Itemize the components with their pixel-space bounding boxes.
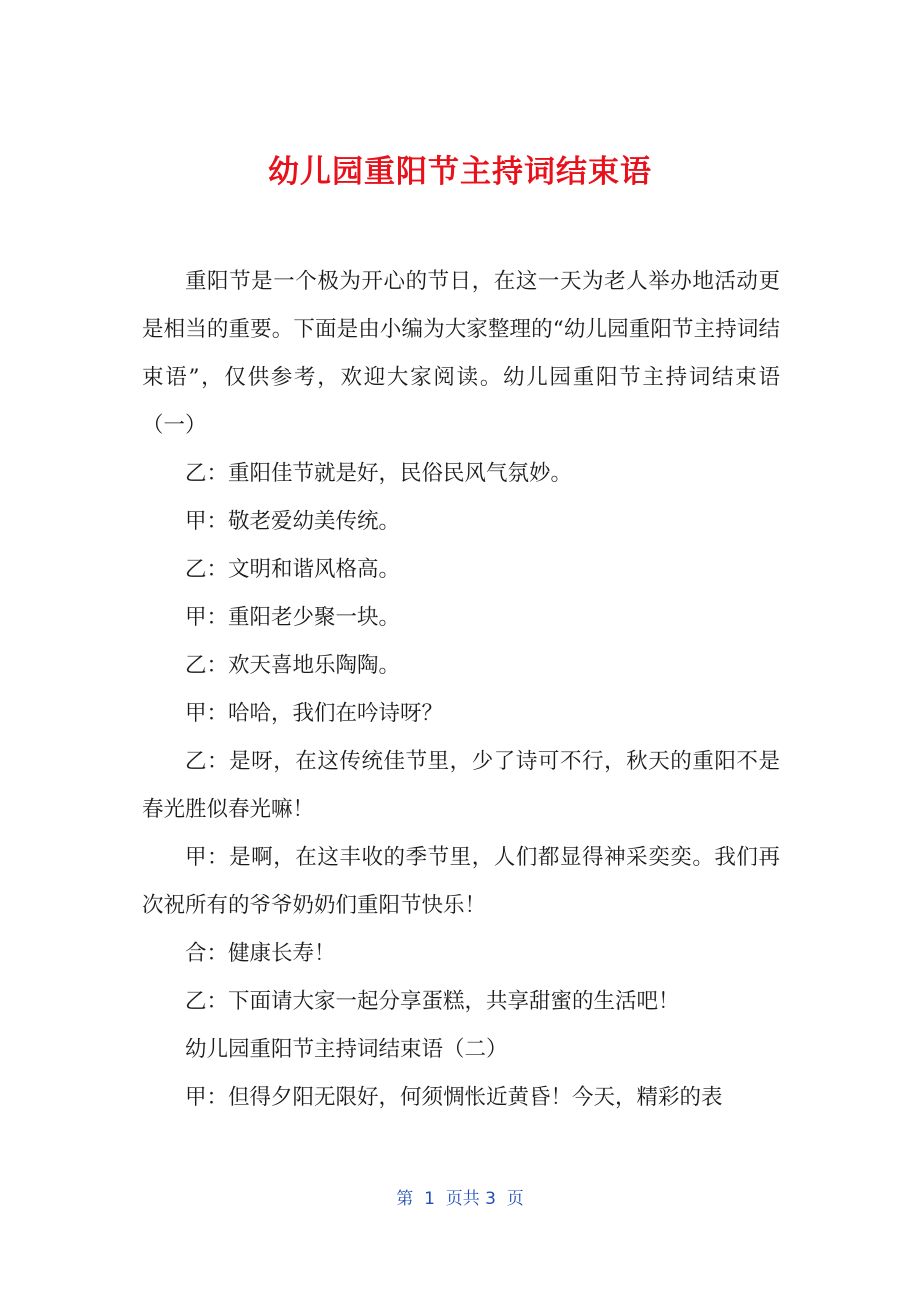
dialogue-line: 甲：敬老爱幼美传统。 <box>185 509 401 534</box>
document-body <box>142 258 780 1122</box>
dialogue-line: 合：健康长寿！ <box>185 941 336 966</box>
intro-paragraph: 重阳节是一个极为开心的节日，在这一天为老人举办地活动更是相当的重要。下面是由小编为大家整理的“幼儿园重阳节主持词结束语”，仅供参考，欢迎大家阅读。幼儿园重阳节主持词结束语（一） <box>142 269 780 438</box>
dialogue-line: 乙：文明和谐风格高。 <box>185 557 401 582</box>
dialogue-line: 乙：下面请大家一起分享蛋糕，共享甜蜜的生活吧！ <box>185 989 680 1014</box>
dialogue-line: 乙：重阳佳节就是好，民俗民风气氛妙。 <box>185 461 573 486</box>
document-title: 幼儿园重阳节主持词结束语 <box>268 154 652 190</box>
section-heading: 幼儿园重阳节主持词结束语（二） <box>185 1037 508 1062</box>
dialogue-line: 甲：哈哈，我们在吟诗呀？ <box>185 701 444 726</box>
dialogue-line: 甲：重阳老少聚一块。 <box>185 605 401 630</box>
page-number-footer: 第 1 页共 3 页 <box>396 1189 524 1209</box>
dialogue-line: 乙：是呀，在这传统佳节里，少了诗可不行，秋天的重阳不是春光胜似春光嘛！ <box>142 749 780 822</box>
dialogue-line: 甲：但得夕阳无限好，何须惆怅近黄昏！今天，精彩的表 <box>185 1085 723 1110</box>
dialogue-line: 乙：欢天喜地乐陶陶。 <box>185 653 401 678</box>
dialogue-line: 甲：是啊，在这丰收的季节里，人们都显得神采奕奕。我们再次祝所有的爷爷奶奶们重阳节快乐！ <box>142 845 780 918</box>
